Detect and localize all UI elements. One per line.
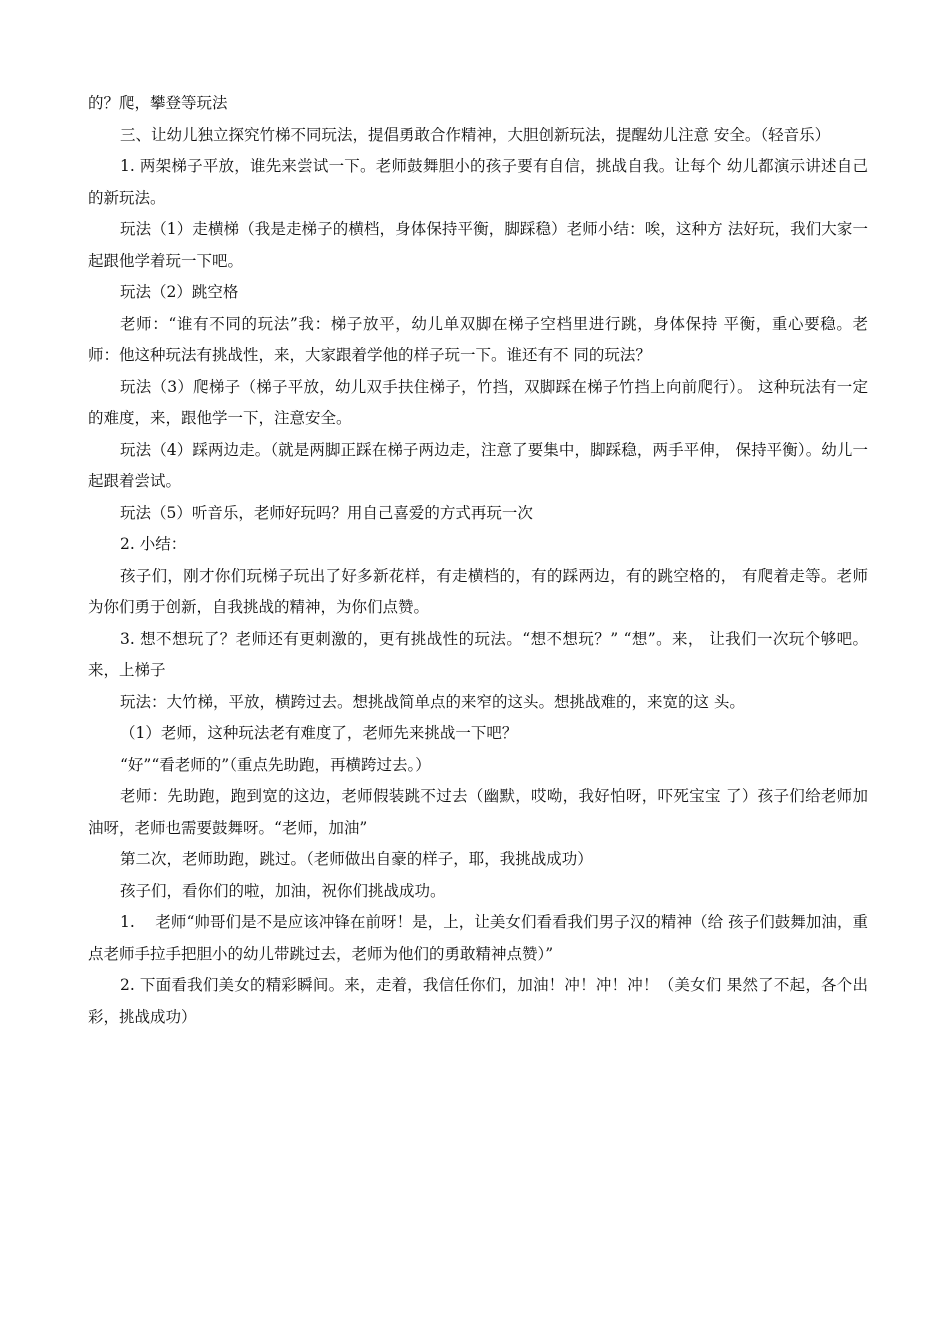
paragraph-teacher-run: 老师：先助跑，跑到宽的这边，老师假装跳不过去（幽默，哎呦，我好怕呀，吓死宝宝 了）孩子们给老师加油呀，老师也需要鼓舞呀。“老师，加油” (88, 787, 868, 837)
paragraph-summary-heading: 2. 小结： (120, 535, 187, 553)
paragraph-play-method-1: 玩法（1）走横梯（我是走梯子的横档，身体保持平衡，脚踩稳）老师小结：唉，这种方 法好玩，我们大家一起跟他学着玩一下吧。 (88, 220, 868, 270)
paragraph-step-1: 1. 两架梯子平放，谁先来尝试一下。老师鼓舞胆小的孩子要有自信，挑战自我。让每个 幼儿都演示讲述自己的新玩法。 (88, 157, 868, 207)
paragraph-continuation: 的？爬，攀登等玩法 (88, 94, 228, 112)
paragraph-boys-challenge: 1. 老师“帅哥们是不是应该冲锋在前呀！是，上，让美女们看看我们男子汉的精神（给 孩子们鼓舞加油，重点老师手拉手把胆小的幼儿带跳过去，老师为他们的勇敢精神点赞）” (88, 913, 868, 963)
paragraph-girls-challenge: 2. 下面看我们美女的精彩瞬间。来，走着，我信任你们，加油！冲！冲！冲！（美女们 果然了不起，各个出彩，挑战成功） (88, 976, 868, 1026)
paragraph-teacher-dialogue: 老师：“谁有不同的玩法”我：梯子放平，幼儿单双脚在梯子空档里进行跳，身体保持 平衡，重心要稳。老师：他这种玩法有挑战性，来，大家跟着学他的样子玩一下。谁还有不 同的玩法？ (88, 314, 868, 364)
paragraph-summary-body: 孩子们，刚才你们玩梯子玩出了好多新花样，有走横档的，有的踩两边，有的跳空格的， 有爬着走等。老师为你们勇于创新，自我挑战的精神，为你们点赞。 (88, 566, 868, 616)
paragraph-play-method-5: 玩法（5）听音乐，老师好玩吗？用自己喜爱的方式再玩一次 (120, 503, 533, 522)
paragraph-play-method-2: 玩法（2）跳空格 (120, 283, 239, 301)
paragraph-watch-teacher: “好”“看老师的”（重点先助跑，再横跨过去。） (120, 755, 431, 774)
paragraph-section-three: 三、让幼儿独立探究竹梯不同玩法，提倡勇敢合作精神，大胆创新玩法，提醒幼儿注意 安全。（轻音乐） (120, 125, 831, 144)
paragraph-second-attempt: 第二次，老师助跑，跳过。（老师做出自豪的样子，耶，我挑战成功） (120, 850, 593, 868)
paragraph-encourage-children: 孩子们，看你们的啦，加油，祝你们挑战成功。 (120, 881, 446, 900)
document-body (88, 88, 868, 1033)
paragraph-play-method-4: 玩法（4）踩两边走。（就是两脚正踩在梯子两边走，注意了要集中，脚踩稳，两手平伸， 保持平衡）。幼儿一起跟着尝试。 (88, 440, 868, 490)
paragraph-sub-1: （1）老师，这种玩法老有难度了，老师先来挑战一下吧？ (120, 724, 518, 742)
paragraph-play-method-3: 玩法（3）爬梯子（梯子平放，幼儿双手扶住梯子，竹挡，双脚踩在梯子竹挡上向前爬行）。 这种玩法有一定的难度，来，跟他学一下，注意安全。 (88, 377, 868, 427)
paragraph-big-ladder-method: 玩法：大竹梯，平放，横跨过去。想挑战简单点的来窄的这头。想挑战难的，来宽的这 头。 (120, 692, 745, 711)
paragraph-step-3: 3. 想不想玩了？老师还有更刺激的，更有挑战性的玩法。“想不想玩？” “想”。来， 让我们一次玩个够吧。来，上梯子 (88, 629, 868, 679)
